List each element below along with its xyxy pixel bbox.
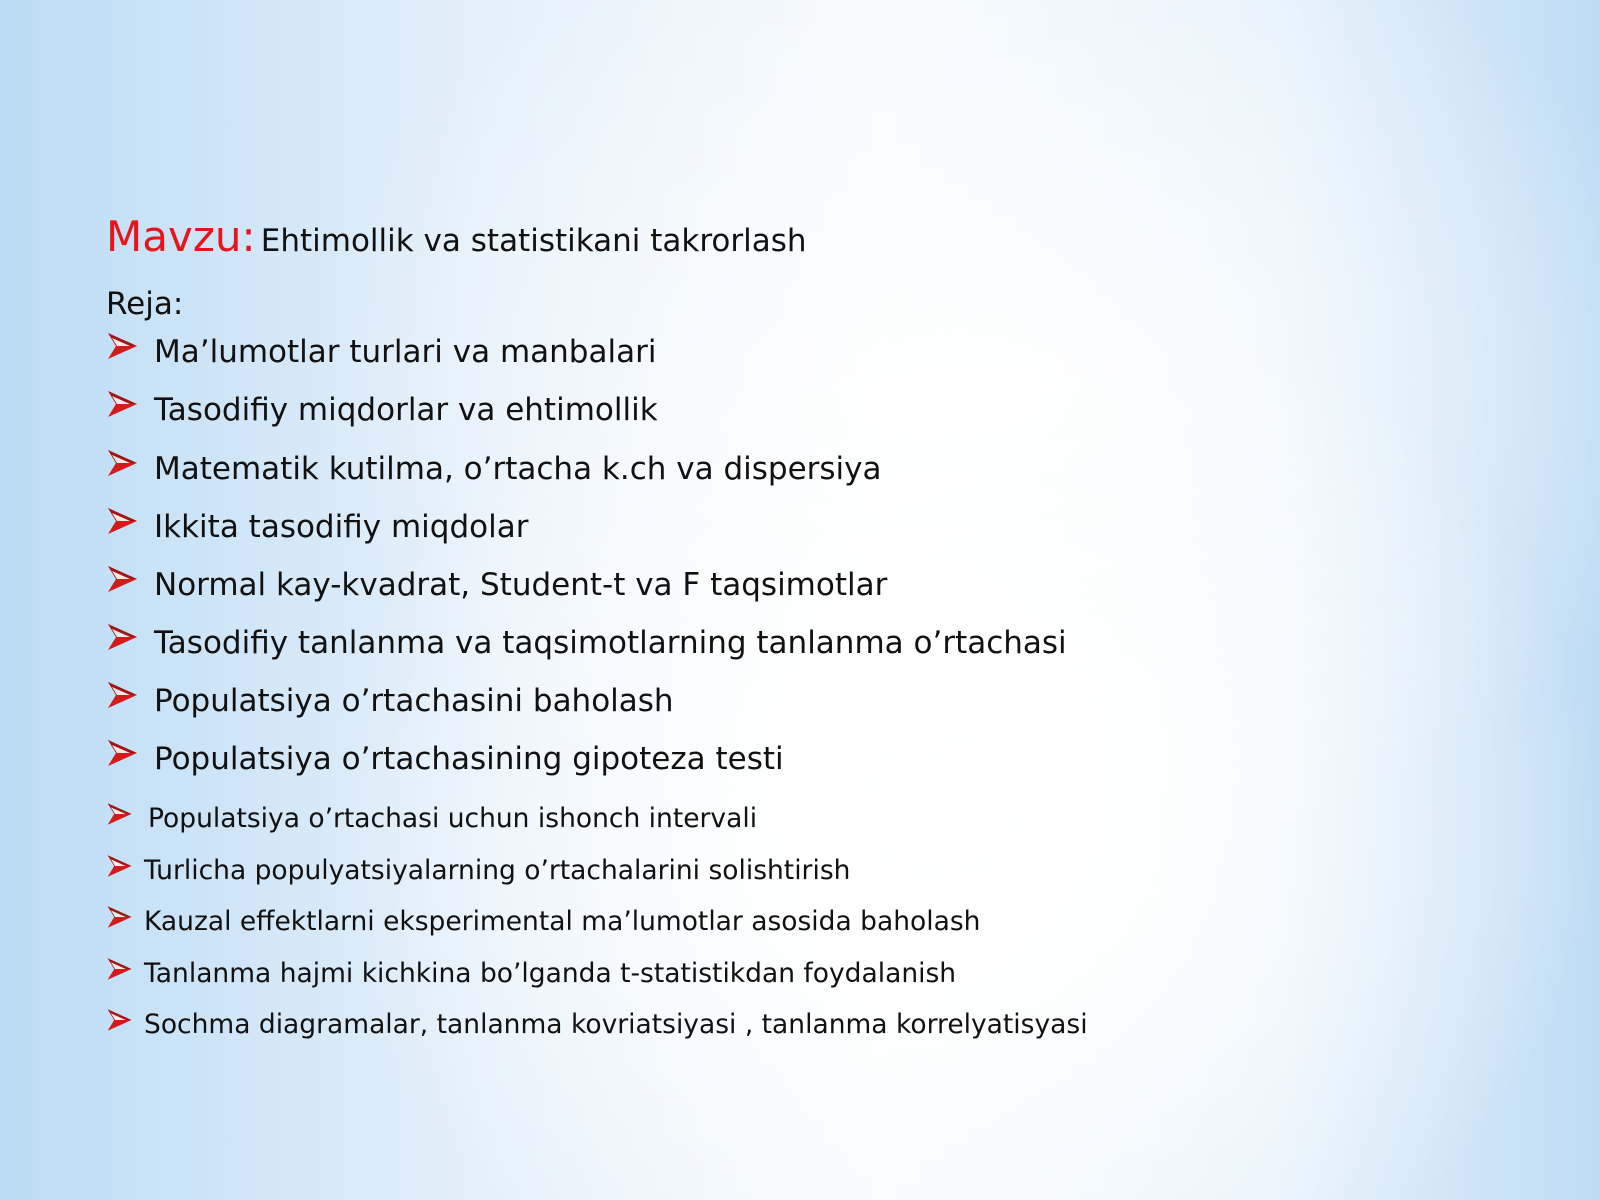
plan-item: [106, 509, 528, 545]
plan-item-text: Populatsiya o’rtachasini baholash: [154, 683, 674, 719]
plan-item-text: Tasodifiy miqdorlar va ehtimollik: [154, 392, 658, 428]
plan-item: [106, 683, 674, 719]
slide-title: [106, 212, 807, 261]
red-arrow-bullet-icon: [106, 446, 140, 480]
plan-item-text: Ma’lumotlar turlari va manbalari: [154, 334, 657, 370]
plan-item-text: Populatsiya o’rtachasi uchun ishonch intervali: [148, 803, 758, 834]
red-arrow-bullet-icon: [106, 678, 140, 712]
plan-item-text: Kauzal effektlarni eksperimental ma’lumotlar asosida baholash: [144, 906, 981, 937]
plan-item: [106, 803, 757, 834]
plan-item: [106, 392, 658, 428]
plan-item-text: Ikkita tasodifiy miqdolar: [154, 509, 529, 545]
red-arrow-bullet-icon: [106, 852, 134, 880]
plan-item-text: Normal kay-kvadrat, Student-t va F taqsimotlar: [154, 567, 888, 603]
plan-item-text: Matematik kutilma, o’rtacha k.ch va dispersiya: [154, 451, 882, 487]
red-arrow-bullet-icon: [106, 387, 140, 421]
red-arrow-bullet-icon: [106, 329, 140, 363]
red-arrow-bullet-icon: [106, 620, 140, 654]
plan-item: [106, 906, 980, 937]
red-arrow-bullet-icon: [106, 736, 140, 770]
red-arrow-bullet-icon: [106, 562, 140, 596]
plan-item-text: Tanlanma hajmi kichkina bo’lganda t-statistikdan foydalanish: [144, 958, 957, 989]
plan-item: [106, 567, 887, 603]
plan-item-text: Tasodifiy tanlanma va taqsimotlarning tanlanma o’rtachasi: [154, 625, 1067, 661]
red-arrow-bullet-icon: [106, 955, 134, 983]
red-arrow-bullet-icon: [106, 1006, 134, 1034]
plan-item: [106, 1009, 1088, 1040]
plan-item: [106, 451, 882, 487]
plan-item: [106, 625, 1067, 661]
plan-item-text: Populatsiya o’rtachasining gipoteza testi: [154, 741, 784, 777]
title-text: Ehtimollik va statistikani takrorlash: [260, 223, 807, 259]
plan-item: [106, 958, 956, 989]
red-arrow-bullet-icon: [106, 800, 134, 828]
title-label: Mavzu:: [106, 212, 256, 261]
plan-item: [106, 855, 850, 886]
plan-item: [106, 334, 656, 370]
plan-heading: Reja:: [106, 286, 184, 322]
red-arrow-bullet-icon: [106, 903, 134, 931]
red-arrow-bullet-icon: [106, 504, 140, 538]
plan-item-text: Turlicha populyatsiyalarning o’rtachalarini solishtirish: [144, 855, 851, 886]
plan-item-text: Sochma diagramalar, tanlanma kovriatsiyasi , tanlanma korrelyatisyasi: [144, 1009, 1088, 1040]
plan-item: [106, 741, 784, 777]
